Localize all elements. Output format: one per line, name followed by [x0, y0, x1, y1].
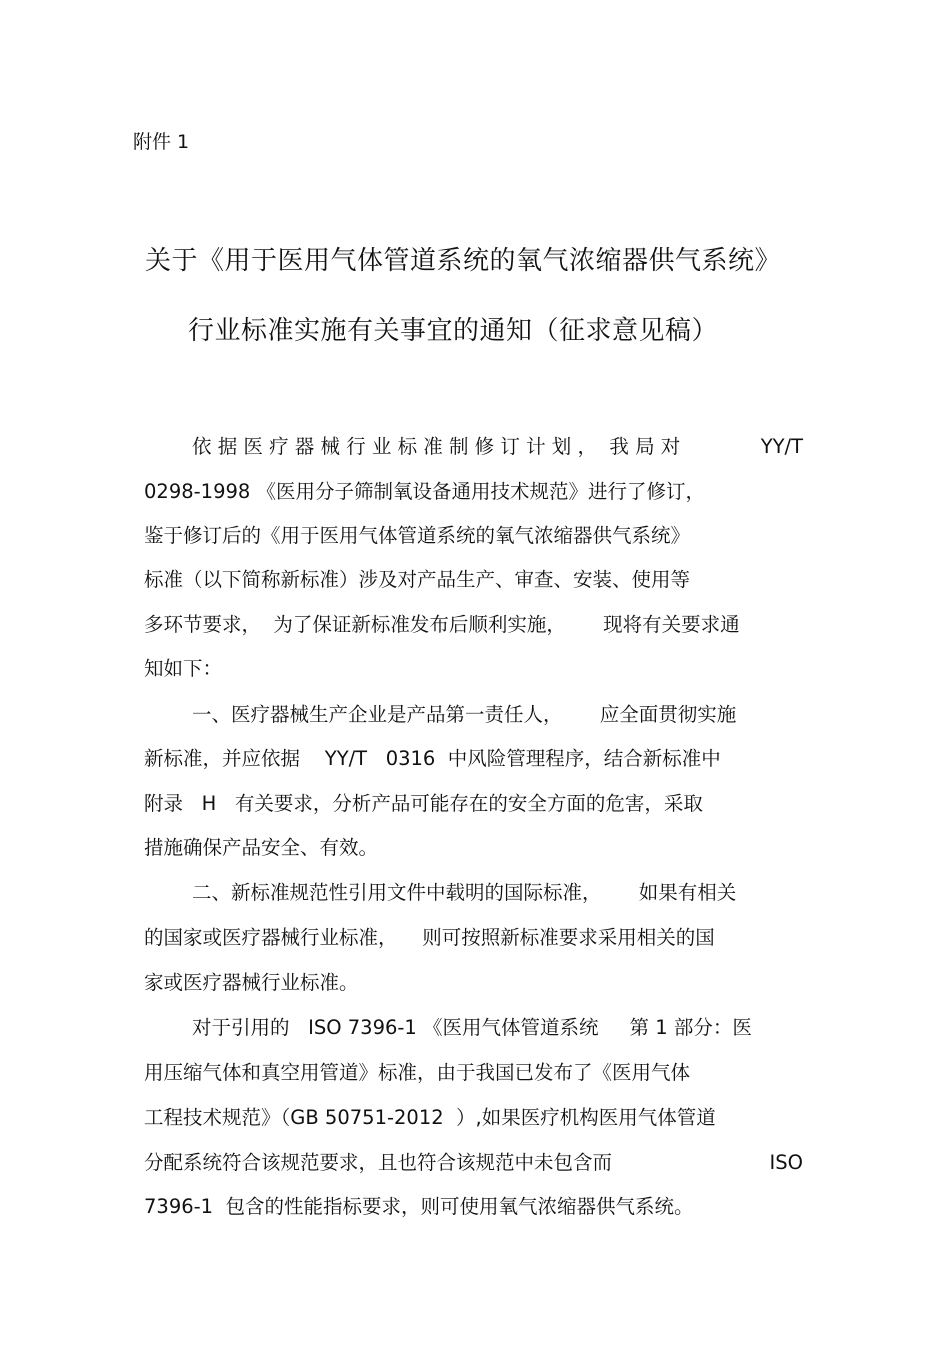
- p1-line-6: 知如下：: [144, 657, 223, 680]
- p4-line-2: 用压缩气体和真空用管道》标准，由于我国已发布了《医用气体: [144, 1061, 691, 1084]
- p1-line-1-tail: YY/T: [760, 435, 803, 458]
- title-line-1: 关于《用于医用气体管道系统的氧气浓缩器供气系统》: [145, 246, 782, 276]
- p4-line-4: 分配系统符合该规范要求，且也符合该规范中未包含而: [144, 1151, 613, 1174]
- p4-line-1: 对于引用的 ISO 7396-1 《医用气体管道系统 第 1 部分：医: [192, 1016, 752, 1039]
- attachment-label: 附件 1: [133, 131, 190, 153]
- p1-line-2: 0298-1998 《医用分子筛制氧设备通用技术规范》进行了修订，: [144, 480, 705, 503]
- p3-line-1: 二、新标准规范性引用文件中载明的国际标准， 如果有相关: [192, 881, 737, 904]
- p4-line-4-tail: ISO: [769, 1151, 803, 1174]
- p2-line-2: 新标准，并应依据 YY/T 0316 中风险管理程序，结合新标准中: [144, 747, 721, 770]
- p3-line-2: 的国家或医疗器械行业标准， 则可按照新标准要求采用相关的国: [144, 926, 715, 949]
- p2-line-4: 措施确保产品安全、有效。: [144, 836, 379, 859]
- p1-line-4: 标准（以下简称新标准）涉及对产品生产、审查、安装、使用等: [144, 568, 691, 591]
- p1-line-5: 多环节要求， 为了保证新标准发布后顺利实施， 现将有关要求通: [144, 613, 740, 636]
- p2-line-1: 一、医疗器械生产企业是产品第一责任人， 应全面贯彻实施: [192, 703, 737, 726]
- p4-line-5: 7396-1 包含的性能指标要求，则可使用氧气浓缩器供气系统。: [144, 1195, 694, 1218]
- p1-line-3: 鉴于修订后的《用于医用气体管道系统的氧气浓缩器供气系统》: [144, 524, 691, 547]
- p4-line-3: 工程技术规范》（GB 50751-2012 ）,如果医疗机构医用气体管道: [144, 1106, 716, 1129]
- p2-line-3: 附录 H 有关要求，分析产品可能存在的安全方面的危害，采取: [144, 792, 703, 815]
- p1-line-1: 依 据 医 疗 器 械 行 业 标 准 制 修 订 计 划 ， 我 局 对: [192, 435, 681, 458]
- p3-line-3: 家或医疗器械行业标准。: [144, 971, 359, 994]
- title-line-2: 行业标准实施有关事宜的通知（征求意见稿）: [188, 316, 719, 346]
